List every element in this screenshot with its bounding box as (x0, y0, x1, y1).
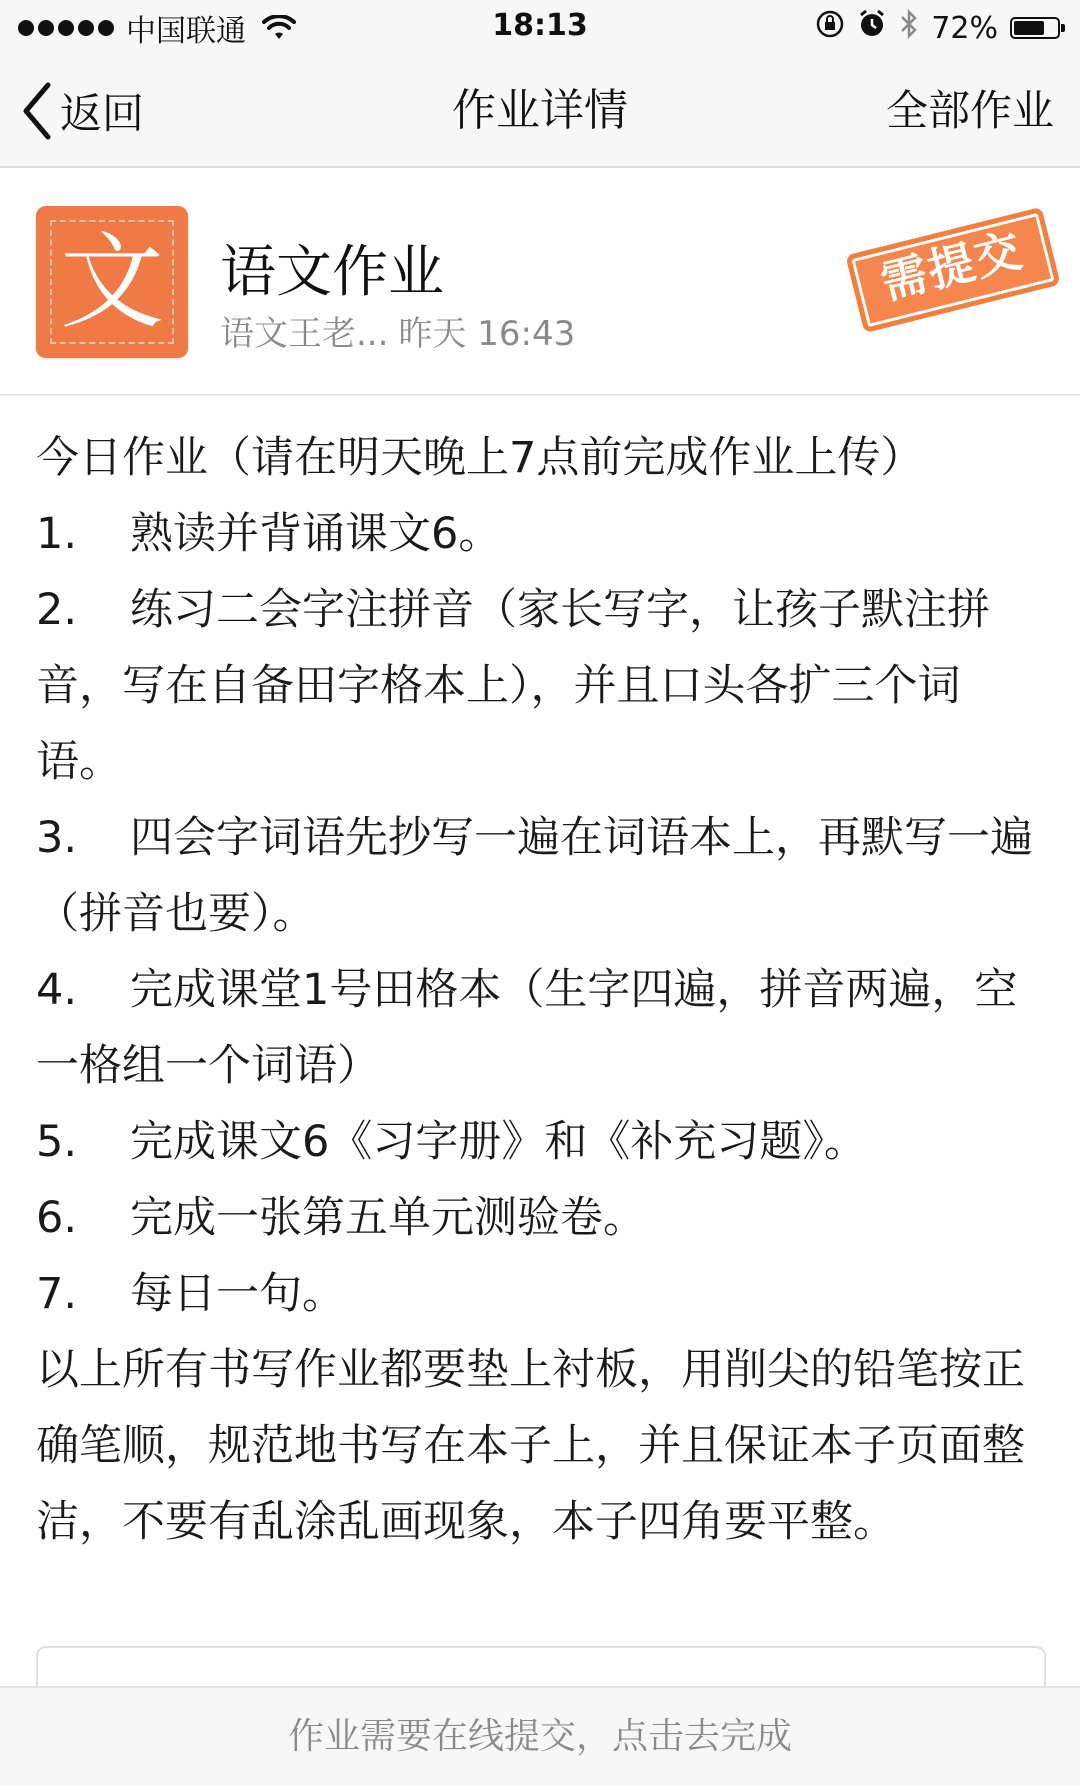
orientation-lock-icon (815, 9, 845, 47)
battery-fill (1014, 21, 1044, 35)
homework-intro: 今日作业（请在明天晚上7点前完成作业上传） (36, 433, 924, 483)
post-date: 昨天 16:43 (398, 314, 576, 354)
homework-content (36, 420, 1042, 1560)
submit-online-button[interactable]: 作业需要在线提交，点击去完成 (0, 1686, 1080, 1786)
battery-percent: 72% (931, 10, 998, 46)
homework-meta (220, 306, 575, 355)
carrier-name: 中国联通 (126, 14, 246, 49)
list-item: 3. 四会字词语先抄写一遍在词语本上，再默写一遍（拼音也要）。 (36, 813, 1033, 939)
status-bar (0, 0, 1080, 56)
nav-bar (0, 56, 1080, 168)
battery-icon (1010, 17, 1060, 39)
homework-footer-note: 以上所有书写作业都要垫上衬板，用削尖的铅笔按正确笔顺，规范地书写在本子上，并且保证本子页面整洁，不要有乱涂乱画现象，本子四角要平整。 (36, 1345, 1025, 1547)
list-item: 1. 熟读并背诵课文6。 (36, 509, 502, 559)
back-label: 返回 (60, 89, 145, 138)
list-item: 4. 完成课堂1号田格本（生字四遍，拼音两遍，空一格组一个词语） (36, 965, 1018, 1091)
teacher-name: 语文王老... (220, 314, 389, 354)
list-item: 5. 完成课文6《习字册》和《补充习题》。 (36, 1117, 867, 1167)
list-item: 2. 练习二会字注拼音（家长写字，让孩子默注拼音，写在自备田字格本上），并且口头各扩三个词语。 (36, 585, 990, 787)
list-item: 6. 完成一张第五单元测验卷。 (36, 1193, 646, 1243)
status-bar-right (815, 8, 1060, 48)
bluetooth-icon (899, 9, 919, 47)
alarm-icon (857, 9, 887, 47)
subject-glyph: 文 (59, 221, 164, 343)
list-item: 7. 每日一句。 (36, 1269, 345, 1319)
page-title: 作业详情 (452, 85, 628, 136)
status-time: 18:13 (492, 8, 588, 43)
all-homework-button[interactable]: 全部作业 (885, 86, 1054, 135)
submit-required-stamp: 需提交 (845, 207, 1060, 333)
homework-title: 语文作业 (220, 240, 444, 305)
chinese-subject-icon (36, 206, 188, 358)
